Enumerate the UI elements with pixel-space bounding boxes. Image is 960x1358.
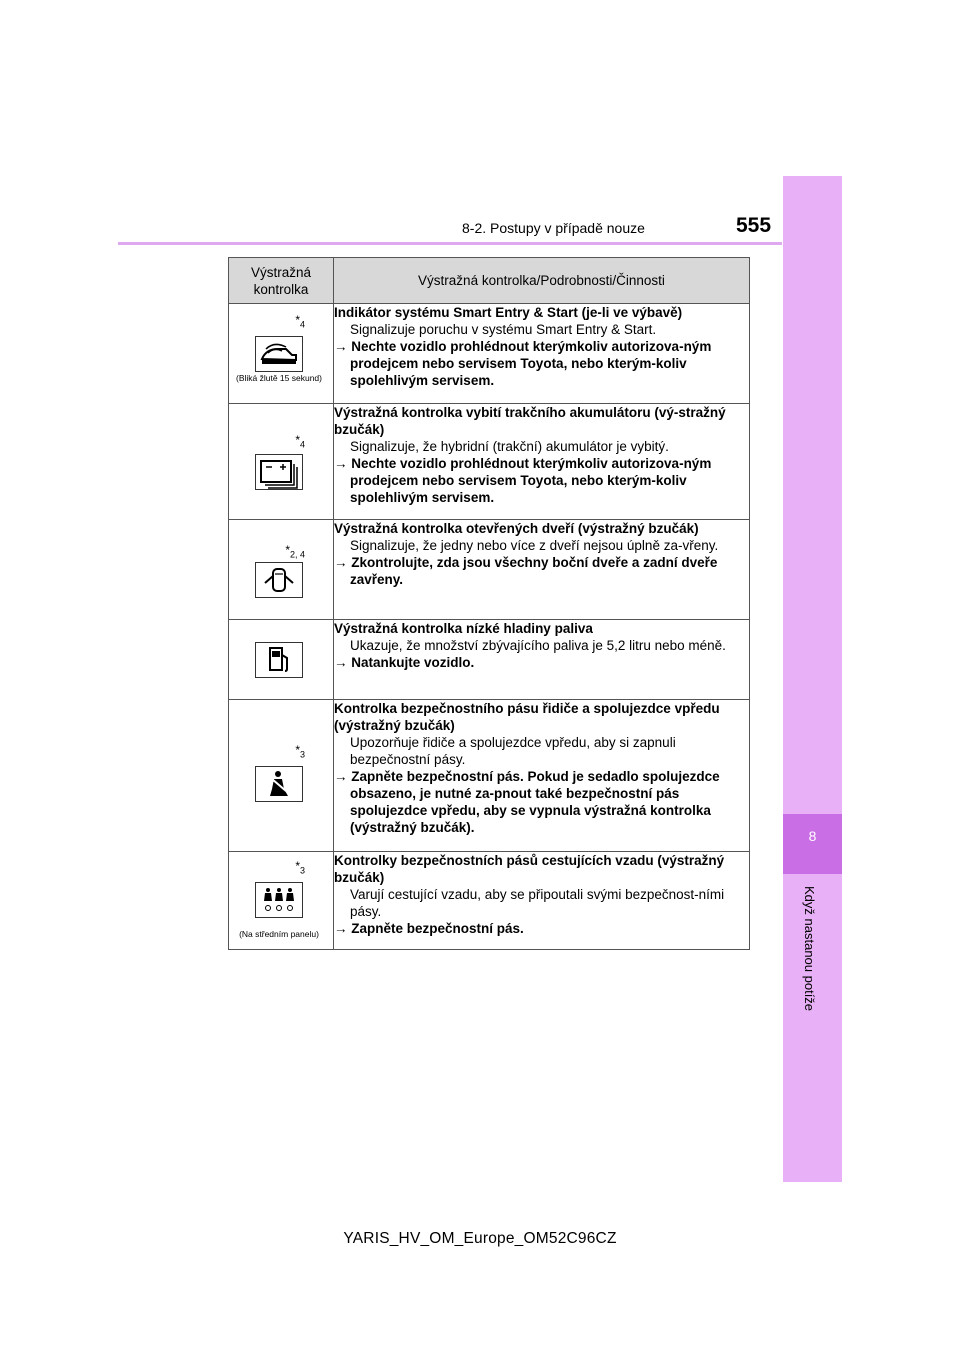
fuel-pump-icon (255, 642, 303, 678)
footnote-mark: $*_3$ (295, 859, 305, 876)
description-cell (334, 404, 750, 520)
table-row (229, 700, 750, 852)
warning-action: → Zapněte bezpečnostní pás. (334, 921, 524, 936)
warning-title: Indikátor systému Smart Entry & Start (je-li ve výbavě) (334, 305, 683, 320)
warning-text: Upozorňuje řidiče a spolujezdce vpředu, aby si zapnuli bezpečnostní pásy. (350, 735, 676, 767)
icon-cell (229, 852, 334, 950)
warning-title: Výstražná kontrolka nízké hladiny paliva (334, 621, 593, 636)
table-header-row (229, 258, 750, 304)
warning-action: → Nechte vozidlo prohlédnout kterýmkoliv autorizova-ným prodejcem nebo servisem Toyota, nebo kterým-koliv spolehlivým servisem. (334, 456, 712, 505)
column-header-details: Výstražná kontrolka/Podrobnosti/Činnosti (334, 258, 750, 304)
description-cell (334, 700, 750, 852)
warning-lights-table (228, 257, 750, 950)
footnote-mark: $*_4$ (295, 313, 305, 330)
footnote-mark: $*_{2, 4}$ (285, 543, 305, 560)
warning-action: → Zapněte bezpečnostní pás. Pokud je sedadlo spolujezdce obsazeno, je nutné za-pnout také bezpečnostní pás spolujezdce vpředu, aby se vypnula výstražná kontrolka (výstražný bzučák). (334, 769, 720, 835)
warning-text: Signalizuje, že hybridní (trakční) akumulátor je vybitý. (350, 439, 669, 454)
section-title: 8-2. Postupy v případě nouze (462, 220, 645, 236)
warning-text: Varují cestující vzadu, aby se připoutali svými bezpečnost-ními pásy. (350, 887, 725, 919)
description-cell (334, 520, 750, 620)
footnote-mark: $*_4$ (295, 433, 305, 450)
open-door-icon (255, 562, 303, 598)
chapter-side-tab (783, 176, 842, 1182)
warning-title: Kontrolky bezpečnostních pásů cestujících vzadu (výstražný bzučák) (334, 853, 725, 885)
rear-seatbelts-icon (255, 882, 303, 918)
header-divider (118, 242, 782, 245)
description-cell (334, 620, 750, 700)
table-row (229, 520, 750, 620)
warning-action: → Zkontrolujte, zda jsou všechny boční dveře a zadní dveře zavřeny. (334, 555, 718, 587)
warning-action: → Nechte vozidlo prohlédnout kterýmkoliv autorizova-ným prodejcem nebo servisem Toyota, nebo kterým-koliv spolehlivým servisem. (334, 339, 712, 388)
smart-entry-key-icon (255, 336, 303, 372)
table-row (229, 304, 750, 404)
description-cell (334, 852, 750, 950)
table-row (229, 620, 750, 700)
icon-caption: (Bliká žlutě 15 sekund) (236, 373, 322, 383)
page-number: 555 (736, 214, 772, 237)
seatbelt-icon (255, 766, 303, 802)
chapter-number: 8 (808, 828, 817, 844)
chapter-marker (783, 814, 842, 874)
warning-text: Signalizuje, že jedny nebo více z dveří nejsou úplně za-vřeny. (350, 538, 719, 553)
description-cell (334, 304, 750, 404)
traction-battery-icon (255, 454, 303, 490)
column-header-icon: Výstražná kontrolka (229, 258, 334, 304)
warning-title: Výstražná kontrolka otevřených dveří (výstražný bzučák) (334, 521, 699, 536)
icon-cell (229, 620, 334, 700)
icon-cell (229, 700, 334, 852)
warning-text: Signalizuje poruchu v systému Smart Entry & Start. (350, 322, 657, 337)
document-footer: YARIS_HV_OM_Europe_OM52C96CZ (343, 1230, 617, 1247)
warning-action: → Natankujte vozidlo. (334, 655, 475, 670)
footnote-mark: $*_3$ (295, 743, 305, 760)
warning-title: Výstražná kontrolka vybití trakčního akumulátoru (vý-stražný bzučák) (334, 405, 726, 437)
icon-cell (229, 304, 334, 404)
table-row (229, 404, 750, 520)
icon-cell (229, 404, 334, 520)
icon-caption: (Na středním panelu) (239, 929, 319, 939)
warning-text: Ukazuje, že množství zbývajícího paliva je 5,2 litru nebo méně. (350, 638, 726, 653)
table-row (229, 852, 750, 950)
chapter-title: Když nastanou potíže (802, 886, 817, 1012)
warning-title: Kontrolka bezpečnostního pásu řidiče a spolujezdce vpředu (výstražný bzučák) (334, 701, 720, 733)
icon-cell (229, 520, 334, 620)
